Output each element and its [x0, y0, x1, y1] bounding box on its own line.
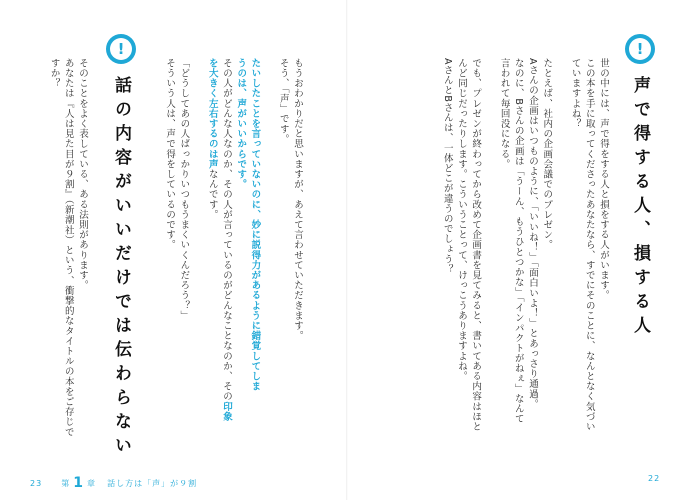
text-line — [468, 58, 482, 432]
text-run: 世の中には、声で得をする人と損をする人がいます。 — [598, 58, 609, 301]
highlighted-text: を大きく左右するのは声 — [206, 58, 218, 170]
text-line — [247, 58, 261, 422]
text-line — [454, 58, 468, 432]
text-run: そのことをよく表している、ある法則があります。 — [77, 58, 88, 291]
text-run: たとえば、社内の企画会議でのプレゼン。 — [541, 58, 553, 250]
text-run: AさんとBさんは、一体どこが違うのでしょう？ — [441, 58, 453, 275]
exclamation-icon: ! — [106, 34, 136, 64]
text-run: もうおわかりだと思いますが、あえて言わせていただきます。 — [292, 58, 303, 341]
text-line — [496, 58, 510, 432]
text-line — [233, 58, 247, 422]
chapter-number: 1 — [73, 475, 85, 491]
right-page-heading: 声で得する人、損する人 — [630, 76, 650, 340]
text-line — [525, 58, 539, 432]
left-page-body — [46, 58, 89, 437]
right-page-number: 22 — [648, 474, 661, 483]
highlighted-text: 印象 — [220, 401, 232, 422]
text-line — [162, 58, 176, 422]
paragraph-gap — [482, 58, 496, 432]
chapter-title: 話し方は「声」が９割 — [107, 479, 198, 488]
text-run: なんです。 — [206, 169, 218, 220]
paragraph-gap — [190, 58, 204, 422]
page-gutter — [346, 0, 348, 500]
text-line — [440, 58, 454, 432]
text-run: そう、「声」です。 — [277, 58, 289, 145]
chapter-prefix: 第 — [61, 479, 71, 488]
text-line — [539, 58, 553, 432]
text-line — [219, 58, 233, 422]
text-run: Aさんの企画はいつものように、「いいね！」「面白いよ！」とあっさり通過。 — [526, 58, 538, 410]
text-run: なのに、Bさんの企画は「うーん、もうひとつかな」「インパクトがねぇ」なんて — [512, 58, 524, 424]
text-line — [61, 58, 75, 437]
text-run: その人がどんな人なのか、その人が言っているのがどんなことなのか、その — [220, 58, 232, 402]
text-line — [46, 58, 60, 437]
text-line — [290, 58, 304, 422]
highlighted-text: たいしたことを言っていないのに、妙に説得力があるように錯覚してしま — [249, 58, 261, 392]
left-page-intro — [162, 58, 304, 422]
paragraph-gap — [553, 58, 567, 432]
exclamation-icon: ! — [625, 34, 655, 64]
text-line — [205, 58, 219, 422]
text-run: 「どうしてあの人ばっかりいつもうまくいくんだろう？」 — [178, 58, 190, 321]
paragraph-gap — [261, 58, 275, 422]
text-run: ていますよね？ — [569, 58, 581, 129]
left-page-footer — [30, 474, 197, 490]
text-line — [176, 58, 190, 422]
text-line — [596, 58, 610, 432]
text-run: すか？ — [48, 58, 60, 89]
text-line — [75, 58, 89, 437]
text-run: この本を手に取ってくださったあなたなら、すでにそのことに、なんとなく気づい — [583, 58, 595, 432]
text-line — [511, 58, 525, 432]
left-page-heading: 話の内容がいいだけでは伝わらない — [111, 76, 131, 460]
text-line — [582, 58, 596, 432]
text-line — [276, 58, 290, 422]
right-page-body — [440, 58, 610, 432]
text-run: 言われて毎回没になる。 — [498, 58, 510, 170]
left-page-number: 23 — [30, 479, 43, 488]
chapter-suffix: 章 — [87, 479, 97, 488]
text-run: んど同じだったりします。こういうことって、けっこうありますよね。 — [455, 58, 467, 382]
highlighted-text: うのは、声がいいからです。 — [235, 58, 247, 190]
text-run: あなたは『人は見た目が９割』（新潮社）という、衝撃的なタイトルの本をご存じで — [62, 58, 74, 438]
text-line — [567, 58, 581, 432]
text-run: でも、プレゼンが終わってから改めて企画書を見てみると、書いてある内容はほと — [470, 58, 482, 432]
text-run: そういう人は、声で得をしているのです。 — [164, 58, 176, 250]
